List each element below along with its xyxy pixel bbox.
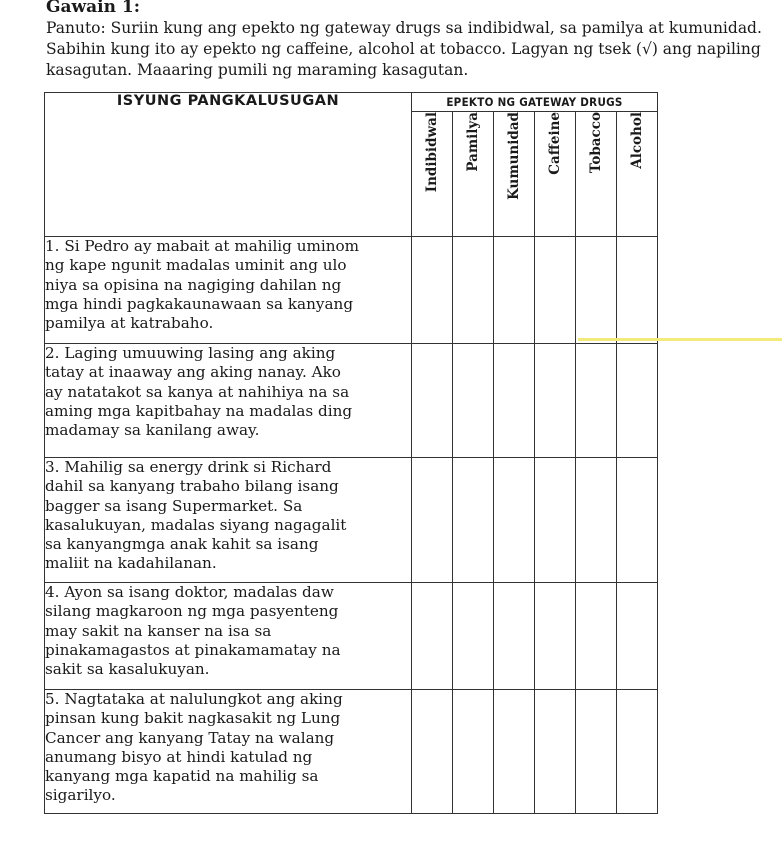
check-cell-pamilya[interactable] — [453, 583, 494, 690]
table-row — [45, 690, 658, 814]
check-cell-indibidwal[interactable] — [412, 458, 453, 583]
check-cell-tobacco[interactable] — [576, 344, 617, 458]
column-header-pamilya — [453, 112, 494, 237]
column-header-label: Alcohol — [629, 112, 645, 169]
check-cell-indibidwal[interactable] — [412, 690, 453, 814]
check-cell-caffeine[interactable] — [535, 344, 576, 458]
check-cell-caffeine[interactable] — [535, 237, 576, 344]
check-cell-kumunidad[interactable] — [494, 583, 535, 690]
check-cell-pamilya[interactable] — [453, 344, 494, 458]
table-row — [45, 344, 658, 458]
check-cell-kumunidad[interactable] — [494, 237, 535, 344]
check-cell-kumunidad[interactable] — [494, 458, 535, 583]
worksheet-table — [44, 92, 658, 814]
column-header-label: Tobacco — [588, 112, 604, 174]
column-header-caffeine — [535, 112, 576, 237]
check-cell-alcohol[interactable] — [617, 458, 658, 583]
table-row — [45, 458, 658, 583]
check-cell-pamilya[interactable] — [453, 237, 494, 344]
highlight-mark — [578, 338, 782, 341]
check-cell-caffeine[interactable] — [535, 583, 576, 690]
issue-text: 5. Nagtataka at nalulungkot ang aking pinsan kung bakit nagkasakit ng Lung Cancer ang kanyang Tatay na walang anumang bisyo at hindi katulad ng kanyang mga kapatid na mahilig sa sigarilyo. — [45, 690, 412, 814]
column-header-label: Kumunidad — [506, 112, 522, 200]
effects-group-header: EPEKTO NG GATEWAY DRUGS — [412, 93, 658, 112]
check-cell-alcohol[interactable] — [617, 237, 658, 344]
check-cell-indibidwal[interactable] — [412, 583, 453, 690]
check-cell-alcohol[interactable] — [617, 344, 658, 458]
check-cell-alcohol[interactable] — [617, 583, 658, 690]
column-header-tobacco — [576, 112, 617, 237]
check-cell-pamilya[interactable] — [453, 458, 494, 583]
column-header-label: Indibidwal — [424, 112, 440, 193]
check-cell-kumunidad[interactable] — [494, 690, 535, 814]
check-cell-kumunidad[interactable] — [494, 344, 535, 458]
check-cell-caffeine[interactable] — [535, 458, 576, 583]
check-cell-indibidwal[interactable] — [412, 237, 453, 344]
column-header-label: Pamilya — [465, 112, 481, 172]
column-header-kumunidad — [494, 112, 535, 237]
issue-text: 4. Ayon sa isang doktor, madalas daw silang magkaroon ng mga pasyenteng may sakit na kanser na isa sa pinakamagastos at pinakamamatay na sakit sa kasalukuyan. — [45, 583, 412, 690]
issue-text: 1. Si Pedro ay mabait at mahilig uminom ng kape ngunit madalas uminit ang ulo niya sa opisina na nagiging dahilan ng mga hindi pagkakaunawaan sa kanyang pamilya at katrabaho. — [45, 237, 412, 344]
activity-title: Gawain 1: — [46, 0, 141, 17]
column-header-label: Caffeine — [547, 112, 563, 175]
instructions: Panuto: Suriin kung ang epekto ng gateway drugs sa indibidwal, sa pamilya at kumunidad. Sabihin kung ito ay epekto ng caffeine, alcohol at tobacco. Lagyan ng tsek (√) ang napiling kasagutan. Maaaring pumili ng maraming kasagutan. — [46, 19, 762, 79]
issue-text: 3. Mahilig sa energy drink si Richard dahil sa kanyang trabaho bilang isang bagger sa isang Supermarket. Sa kasalukuyan, madalas siyang nagagalit sa kanyangmga anak kahit sa isang maliit na kadahilanan. — [45, 458, 412, 583]
table-row — [45, 237, 658, 344]
check-cell-pamilya[interactable] — [453, 690, 494, 814]
table-row — [45, 583, 658, 690]
check-cell-alcohol[interactable] — [617, 690, 658, 814]
check-cell-tobacco[interactable] — [576, 690, 617, 814]
check-cell-tobacco[interactable] — [576, 237, 617, 344]
check-cell-indibidwal[interactable] — [412, 344, 453, 458]
check-cell-caffeine[interactable] — [535, 690, 576, 814]
issue-column-header: ISYUNG PANGKALUSUGAN — [45, 93, 412, 237]
issue-text: 2. Laging umuuwing lasing ang aking tatay at inaaway ang aking nanay. Ako ay natatakot sa kanya at nahihiya na sa aming mga kapitbahay na madalas ding madamay sa kanilang away. — [45, 344, 412, 458]
column-header-indibidwal — [412, 112, 453, 237]
check-cell-tobacco[interactable] — [576, 458, 617, 583]
column-header-alcohol — [617, 112, 658, 237]
check-cell-tobacco[interactable] — [576, 583, 617, 690]
